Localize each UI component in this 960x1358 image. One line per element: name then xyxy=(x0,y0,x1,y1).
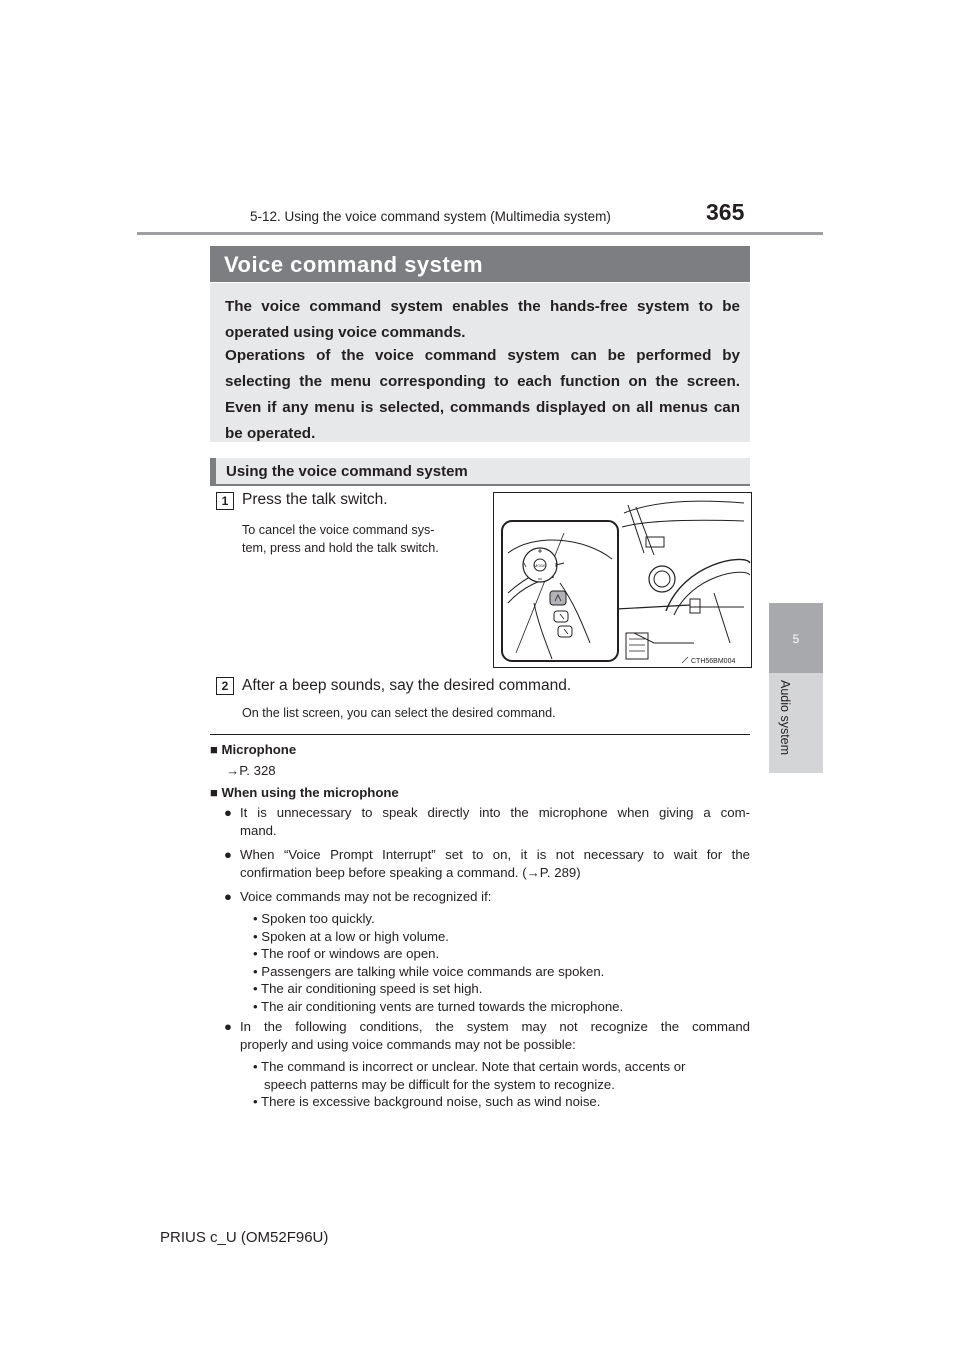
bullet-dot-icon: ● xyxy=(224,847,232,862)
step-1-note-line2: tem, press and hold the talk switch. xyxy=(242,541,439,555)
bullet-1-line1: It is unnecessary to speak directly into the microphone when giving a com- xyxy=(240,805,750,820)
intro-paragraph-2: Operations of the voice command system can be performed by selecting the menu corresponding to each function on the screen. Even if any menu is selected, commands displayed on all menus can be operated. xyxy=(225,347,740,442)
note-heading-when-using-text: When using the microphone xyxy=(221,785,399,800)
square-bullet-icon: ■ xyxy=(210,785,222,800)
chapter-label-text: Audio system xyxy=(778,680,792,756)
bullet-dot-icon: ● xyxy=(224,805,232,820)
list-item: • The air conditioning speed is set high. xyxy=(253,981,483,997)
bullet-3: Voice commands may not be recognized if: xyxy=(240,889,492,904)
figure-code: CTH56BM004 xyxy=(691,658,736,665)
subheading: Using the voice command system xyxy=(226,463,468,480)
list-item: • The roof or windows are open. xyxy=(253,946,440,962)
intro-paragraph-1: The voice command system enables the hands-free system to be operated using voice commands. xyxy=(225,298,740,341)
running-header-section: 5-12. Using the voice command system (Multimedia system) xyxy=(250,209,611,224)
square-bullet-icon: ■ xyxy=(210,742,222,757)
list-item: • The air conditioning vents are turned towards the microphone. xyxy=(253,998,624,1014)
steering-wheel-drawing xyxy=(494,493,751,667)
section-title: Voice command system xyxy=(224,252,484,277)
mode-button-label: MODE xyxy=(534,563,546,568)
page-number: 365 xyxy=(706,199,745,225)
step-1-note-line1: To cancel the voice command sys- xyxy=(242,523,435,537)
header-rule xyxy=(137,232,823,235)
section-divider xyxy=(210,734,750,735)
bullet-2-line1: When “Voice Prompt Interrupt” set to on, it is not necessary to wait for the xyxy=(240,847,750,862)
list-item-continuation: speech patterns may be difficult for the system to recognize. xyxy=(264,1076,615,1092)
list-item: • Passengers are talking while voice commands are spoken. xyxy=(253,963,605,979)
footer-model-code: PRIUS c_U (OM52F96U) xyxy=(160,1229,329,1246)
subheading-accent xyxy=(210,458,216,486)
bullet-4-line2: properly and using voice commands may not be possible: xyxy=(240,1037,576,1052)
chapter-label xyxy=(776,680,794,770)
condition-list xyxy=(253,910,623,1016)
list-item: • There is excessive background noise, such as wind noise. xyxy=(253,1094,601,1110)
step-2-text: After a beep sounds, say the desired command. xyxy=(242,677,572,694)
chapter-number: 5 xyxy=(792,632,800,646)
step-2-note: On the list screen, you can select the desired command. xyxy=(242,706,556,720)
note-heading-when-using xyxy=(210,785,399,800)
steering-wheel-illustration xyxy=(493,492,752,668)
list-item: • Spoken too quickly. xyxy=(253,911,375,926)
condition-list-2 xyxy=(253,1058,685,1111)
step-number-1: 1 xyxy=(216,492,234,510)
bullet-2-line2: confirmation beep before speaking a command. (→P. 289) xyxy=(240,865,581,880)
bullet-dot-icon: ● xyxy=(224,1019,232,1034)
note-heading-microphone xyxy=(210,742,296,757)
step-number-2: 2 xyxy=(216,677,234,695)
microphone-page-ref: →P. 328 xyxy=(226,763,276,778)
note-heading-microphone-text: Microphone xyxy=(221,742,297,757)
list-item: • The command is incorrect or unclear. Note that certain words, accents or xyxy=(253,1059,686,1074)
bullet-dot-icon: ● xyxy=(224,889,232,904)
step-1-text: Press the talk switch. xyxy=(242,491,388,508)
list-item: • Spoken at a low or high volume. xyxy=(253,928,449,944)
bullet-1-line2: mand. xyxy=(240,823,277,838)
bullet-4-line1: In the following conditions, the system may not recognize the command xyxy=(240,1019,750,1034)
